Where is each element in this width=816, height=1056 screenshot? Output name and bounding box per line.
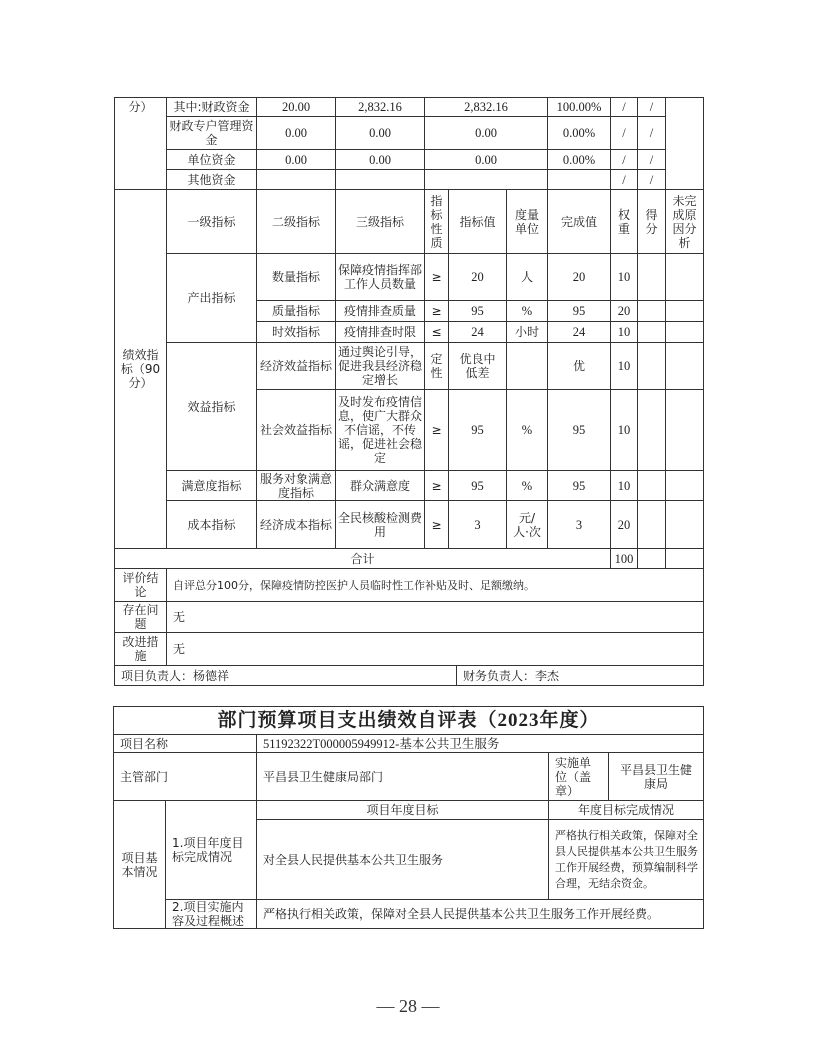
indicator-level2: 经济成本指标: [256, 500, 336, 549]
funding-name: 财政专户管理资金: [166, 116, 257, 150]
project-name-value: [256, 734, 704, 753]
funding-weight: /: [610, 149, 638, 170]
indicator-level2: 质量指标: [256, 300, 336, 322]
funding-score: /: [637, 149, 666, 170]
funding-full-year: 2,832.16: [335, 97, 425, 117]
funding-name: 单位资金: [166, 149, 257, 170]
indicator-done: 优: [547, 342, 611, 390]
header-score: 得分: [637, 189, 666, 254]
indicator-value: 95: [448, 470, 507, 501]
indicator-score: [637, 470, 666, 501]
goal-done-header: 年度目标完成情况: [548, 800, 704, 820]
indicator-value: 95: [448, 300, 507, 322]
funding-rate: 0.00%: [547, 116, 611, 150]
indicator-level3: 疫情排查时限: [335, 321, 425, 343]
total-reason: [665, 548, 704, 569]
indicator-reason: [665, 500, 704, 549]
indicator-weight: 10: [610, 342, 638, 390]
indicator-nature: 定性: [424, 342, 449, 390]
indicator-value: 95: [448, 389, 507, 471]
indicator-value: 24: [448, 321, 507, 343]
group-satisfaction: 满意度指标: [166, 470, 257, 501]
header-level1: 一级指标: [166, 189, 257, 254]
indicator-unit: 元/人·次: [506, 500, 548, 549]
indicator-weight: 10: [610, 470, 638, 501]
funding-rate: 100.00%: [547, 97, 611, 117]
process-text: 严格执行相关政策，保障对全县人民提供基本公共卫生服务工作开展经费。: [256, 899, 704, 929]
funding-section-label-text: 分）: [128, 100, 153, 114]
indicator-level2: 社会效益指标: [256, 389, 336, 471]
indicator-weight: 20: [610, 300, 638, 322]
indicator-reason: [665, 470, 704, 501]
indicator-reason: [665, 321, 704, 343]
indicator-nature: ≥: [424, 300, 449, 322]
funding-score: /: [637, 97, 666, 117]
indicator-reason: [665, 300, 704, 322]
indicator-score: [637, 300, 666, 322]
indicator-level2: 时效指标: [256, 321, 336, 343]
dept-label: 主管部门: [113, 752, 257, 801]
funding-name: 其中:财政资金: [166, 97, 257, 117]
goal-row-label: 1.项目年度目标完成情况: [165, 800, 257, 900]
funding-annual-budget: [256, 169, 336, 190]
indicator-unit: [506, 342, 548, 390]
project-name-label: 项目名称: [113, 734, 257, 753]
indicator-weight: 10: [610, 321, 638, 343]
funding-weight: /: [610, 97, 638, 117]
total-label: 合计: [114, 548, 611, 569]
indicator-nature: ≤: [424, 321, 449, 343]
goal-header: 项目年度目标: [256, 800, 549, 820]
funding-full-year: 0.00: [335, 116, 425, 150]
indicator-done: 20: [547, 253, 611, 301]
form-title: 部门预算项目支出绩效自评表（2023年度）: [113, 706, 704, 735]
indicator-weight: 10: [610, 389, 638, 471]
page-number: — 28 —: [376, 996, 440, 1016]
funding-name: 其他资金: [166, 169, 257, 190]
header-reason: 未完成原因分析: [665, 189, 704, 254]
indicator-reason: [665, 253, 704, 301]
indicator-level3: 群众满意度: [335, 470, 425, 501]
indicator-level3: 疫情排查质量: [335, 300, 425, 322]
group-cost: 成本指标: [166, 500, 257, 549]
funding-annual-budget: 0.00: [256, 149, 336, 170]
funding-executed: 2,832.16: [424, 97, 548, 117]
indicator-level3: 全民核酸检测费用: [335, 500, 425, 549]
header-level3: 三级指标: [335, 189, 425, 254]
indicator-value: 20: [448, 253, 507, 301]
funding-score: /: [637, 169, 666, 190]
indicator-value: 3: [448, 500, 507, 549]
issues-text: 无: [166, 601, 704, 633]
indicator-reason: [665, 342, 704, 390]
indicator-nature: ≥: [424, 389, 449, 471]
indicator-score: [637, 342, 666, 390]
header-value: 指标值: [448, 189, 507, 254]
indicator-level2: 服务对象满意度指标: [256, 470, 336, 501]
project-leader: 项目负责人：杨德祥: [114, 665, 457, 686]
header-nature: 指标性质: [424, 189, 449, 254]
indicator-score: [637, 389, 666, 471]
funding-full-year: [335, 169, 425, 190]
funding-score: /: [637, 116, 666, 150]
issues-label: 存在问题: [114, 601, 167, 633]
indicator-unit: %: [506, 300, 548, 322]
indicator-weight: 20: [610, 500, 638, 549]
header-weight: 权重: [610, 189, 638, 254]
funding-rate: 0.00%: [547, 149, 611, 170]
indicator-level3: 通过舆论引导，促进我县经济稳定增长: [335, 342, 425, 390]
indicator-nature: ≥: [424, 253, 449, 301]
improve-label: 改进措施: [114, 632, 167, 666]
funding-executed: 0.00: [424, 149, 548, 170]
indicator-unit: %: [506, 389, 548, 471]
funding-blank-cell: [665, 97, 704, 190]
funding-weight: /: [610, 116, 638, 150]
funding-executed: [424, 169, 548, 190]
goal-done-text: 严格执行相关政策，保障对全县人民提供基本公共卫生服务工作开展经费，预算编制科学合理，无结余资金。: [548, 819, 704, 900]
header-unit: 度量单位: [506, 189, 548, 254]
unit-label: 实施单位（盖章）: [548, 752, 609, 801]
header-level2: 二级指标: [256, 189, 336, 254]
indicator-score: [637, 253, 666, 301]
indicator-done: 95: [547, 389, 611, 471]
indicator-done: 95: [547, 300, 611, 322]
indicator-weight: 10: [610, 253, 638, 301]
indicator-reason: [665, 389, 704, 471]
dept-value: 平昌县卫生健康局部门: [256, 752, 549, 801]
indicator-level2: 经济效益指标: [256, 342, 336, 390]
funding-executed: 0.00: [424, 116, 548, 150]
total-weight: 100: [610, 548, 638, 569]
indicator-nature: ≥: [424, 470, 449, 501]
indicator-score: [637, 500, 666, 549]
indicator-level2: 数量指标: [256, 253, 336, 301]
project-name-text: 51192322T000005949912-基本公共卫生服务: [263, 736, 500, 751]
conclusion-text: 自评总分100分，保障疫情防控医护人员临时性工作补贴及时、足额缴纳。: [166, 568, 704, 602]
funding-full-year: 0.00: [335, 149, 425, 170]
funding-weight: /: [610, 169, 638, 190]
indicators-section-label: 绩效指标（90分）: [114, 189, 167, 549]
funding-annual-budget: 20.00: [256, 97, 336, 117]
funding-section-label: [114, 97, 167, 190]
total-score: [637, 548, 666, 569]
indicator-nature: ≥: [424, 500, 449, 549]
indicator-unit: 小时: [506, 321, 548, 343]
indicator-score: [637, 321, 666, 343]
indicator-unit: %: [506, 470, 548, 501]
indicator-level3: 及时发布疫情信息，使广大群众不信谣，不传谣，促进社会稳定: [335, 389, 425, 471]
indicator-unit: 人: [506, 253, 548, 301]
unit-value: 平昌县卫生健康局: [608, 752, 704, 801]
funding-rate: [547, 169, 611, 190]
indicator-done: 95: [547, 470, 611, 501]
indicator-done: 3: [547, 500, 611, 549]
funding-annual-budget: 0.00: [256, 116, 336, 150]
conclusion-label: 评价结论: [114, 568, 167, 602]
indicator-value: 优良中低差: [448, 342, 507, 390]
group-output: 产出指标: [166, 253, 257, 343]
goal-text: 对全县人民提供基本公共卫生服务: [256, 819, 549, 900]
finance-leader: 财务负责人：李杰: [456, 665, 704, 686]
group-benefit: 效益指标: [166, 342, 257, 471]
indicator-level3: 保障疫情指挥部工作人员数量: [335, 253, 425, 301]
basic-label: 项目基本情况: [113, 800, 166, 929]
indicator-done: 24: [547, 321, 611, 343]
improve-text: 无: [166, 632, 704, 666]
process-label: 2.项目实施内容及过程概述: [165, 899, 257, 929]
header-done: 完成值: [547, 189, 611, 254]
